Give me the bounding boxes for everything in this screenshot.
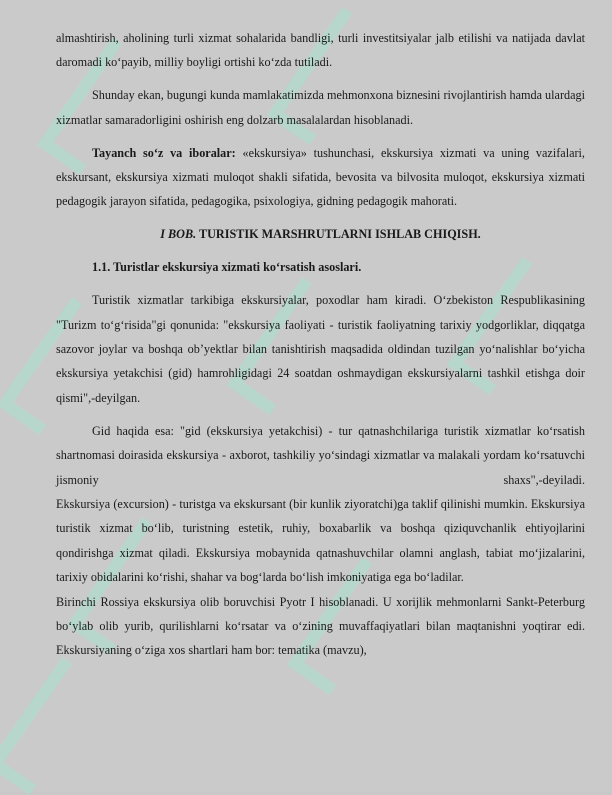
- section-heading: 1.1. Turistlar ekskursiya xizmati ko‘rsatish asoslari.: [92, 260, 362, 275]
- key-terms-paragraph: [56, 141, 585, 214]
- paragraph: almashtirish, aholining turli xizmat sohalarida bandligi, turli investitsiyalar jalb etilishi va natijada davlat daromadi ko‘payib, milliy boyligi ortishi ko‘zda tutiladi.: [56, 31, 585, 70]
- key-terms-text: «ekskursiya» tushunchasi, ekskursiya xizmati va uning vazifalari, ekskursant, ekskursiya xizmati muloqot shakli sifatida, bevosita va bilvosita muloqot, ekskursiya xizmati pedagogik jarayon sifatida, pedagogika, psixologiya, gidning pedagogik mahorati.: [56, 145, 585, 209]
- watermark-mark: [0, 657, 105, 795]
- paragraph: Shunday ekan, bugungi kunda mamlakatimizda mehmonxona biznesini rivojlantirish hamda ulardagi xizmatlar samaradorligini oshirish eng dolzarb masalalardan hisoblanadi.: [56, 88, 585, 127]
- document-body: [56, 26, 585, 663]
- paragraph: Turistik xizmatlar tarkibiga ekskursiyalar, poxodlar ham kiradi. O‘zbekiston Respublikasining "Turizm to‘g‘risida"gi qonunida: "ekskursiya faoliyati - turistik faoliyatning tarixiy yodgorliklar, diqqatga sazovor joylar va boshqa ob’yektlar bilan tanishtirish maqsadida oldindan tuzilgan yo‘nalishlar bo‘yicha ekskursiya yetakchisi (gid) hamrohligidagi 24 soatdan oshmaydigan ekskursiyalarni tashkil etishga doir qismi",-deyilgan.: [56, 293, 585, 405]
- chapter-title: TURISTIK MARSHRUTLARNI ISHLAB CHIQISH.: [196, 227, 481, 242]
- chapter-prefix: I BOB.: [160, 227, 197, 242]
- paragraph: Birinchi Rossiya ekskursiya olib boruvchisi Pyotr I hisoblanadi. U xorijlik mehmonlarni Sankt-Peterburg bo‘ylab olib yurib, qurilishlarni ko‘rsatar va o‘zining muvaffaqiyatlari bilan maqtanishni yoqtirar edi. Ekskursiyaning o‘ziga xos shartlari ham bor: tematika (mavzu),: [56, 594, 585, 658]
- paragraph: Gid haqida esa: "gid (ekskursiya yetakchisi) - tur qatnashchilariga turistik xizmatlar ko‘rsatish shartnomasi doirasida ekskursiya - axborot, tashkiliy yo‘sindagi xizmatlar va malakali yordam ko‘rsatuvchi jismoniy shaxs",-deyiladi.: [56, 423, 585, 487]
- paragraph: Ekskursiya (excursion) - turistga va ekskursant (bir kunlik ziyoratchi)ga taklif qilinishi mumkin. Ekskursiya turistik xizmat bo‘lib, turistning estetik, ruhiy, boxabarlik va boshqa qiziquvchanlik ehtiyojlarini qondirishga xizmat qiladi. Ekskursiya mobaynida qatnashuvchilar olamni anglash, tabiat mo‘jizalarini, tarixiy obidalarini ko‘rishi, shahar va bog‘larda bo‘lish imkoniyatiga ega bo‘ladilar.: [56, 496, 585, 585]
- key-terms-label: Tayanch so‘z va iboralar:: [92, 145, 236, 160]
- chapter-heading: [56, 222, 585, 246]
